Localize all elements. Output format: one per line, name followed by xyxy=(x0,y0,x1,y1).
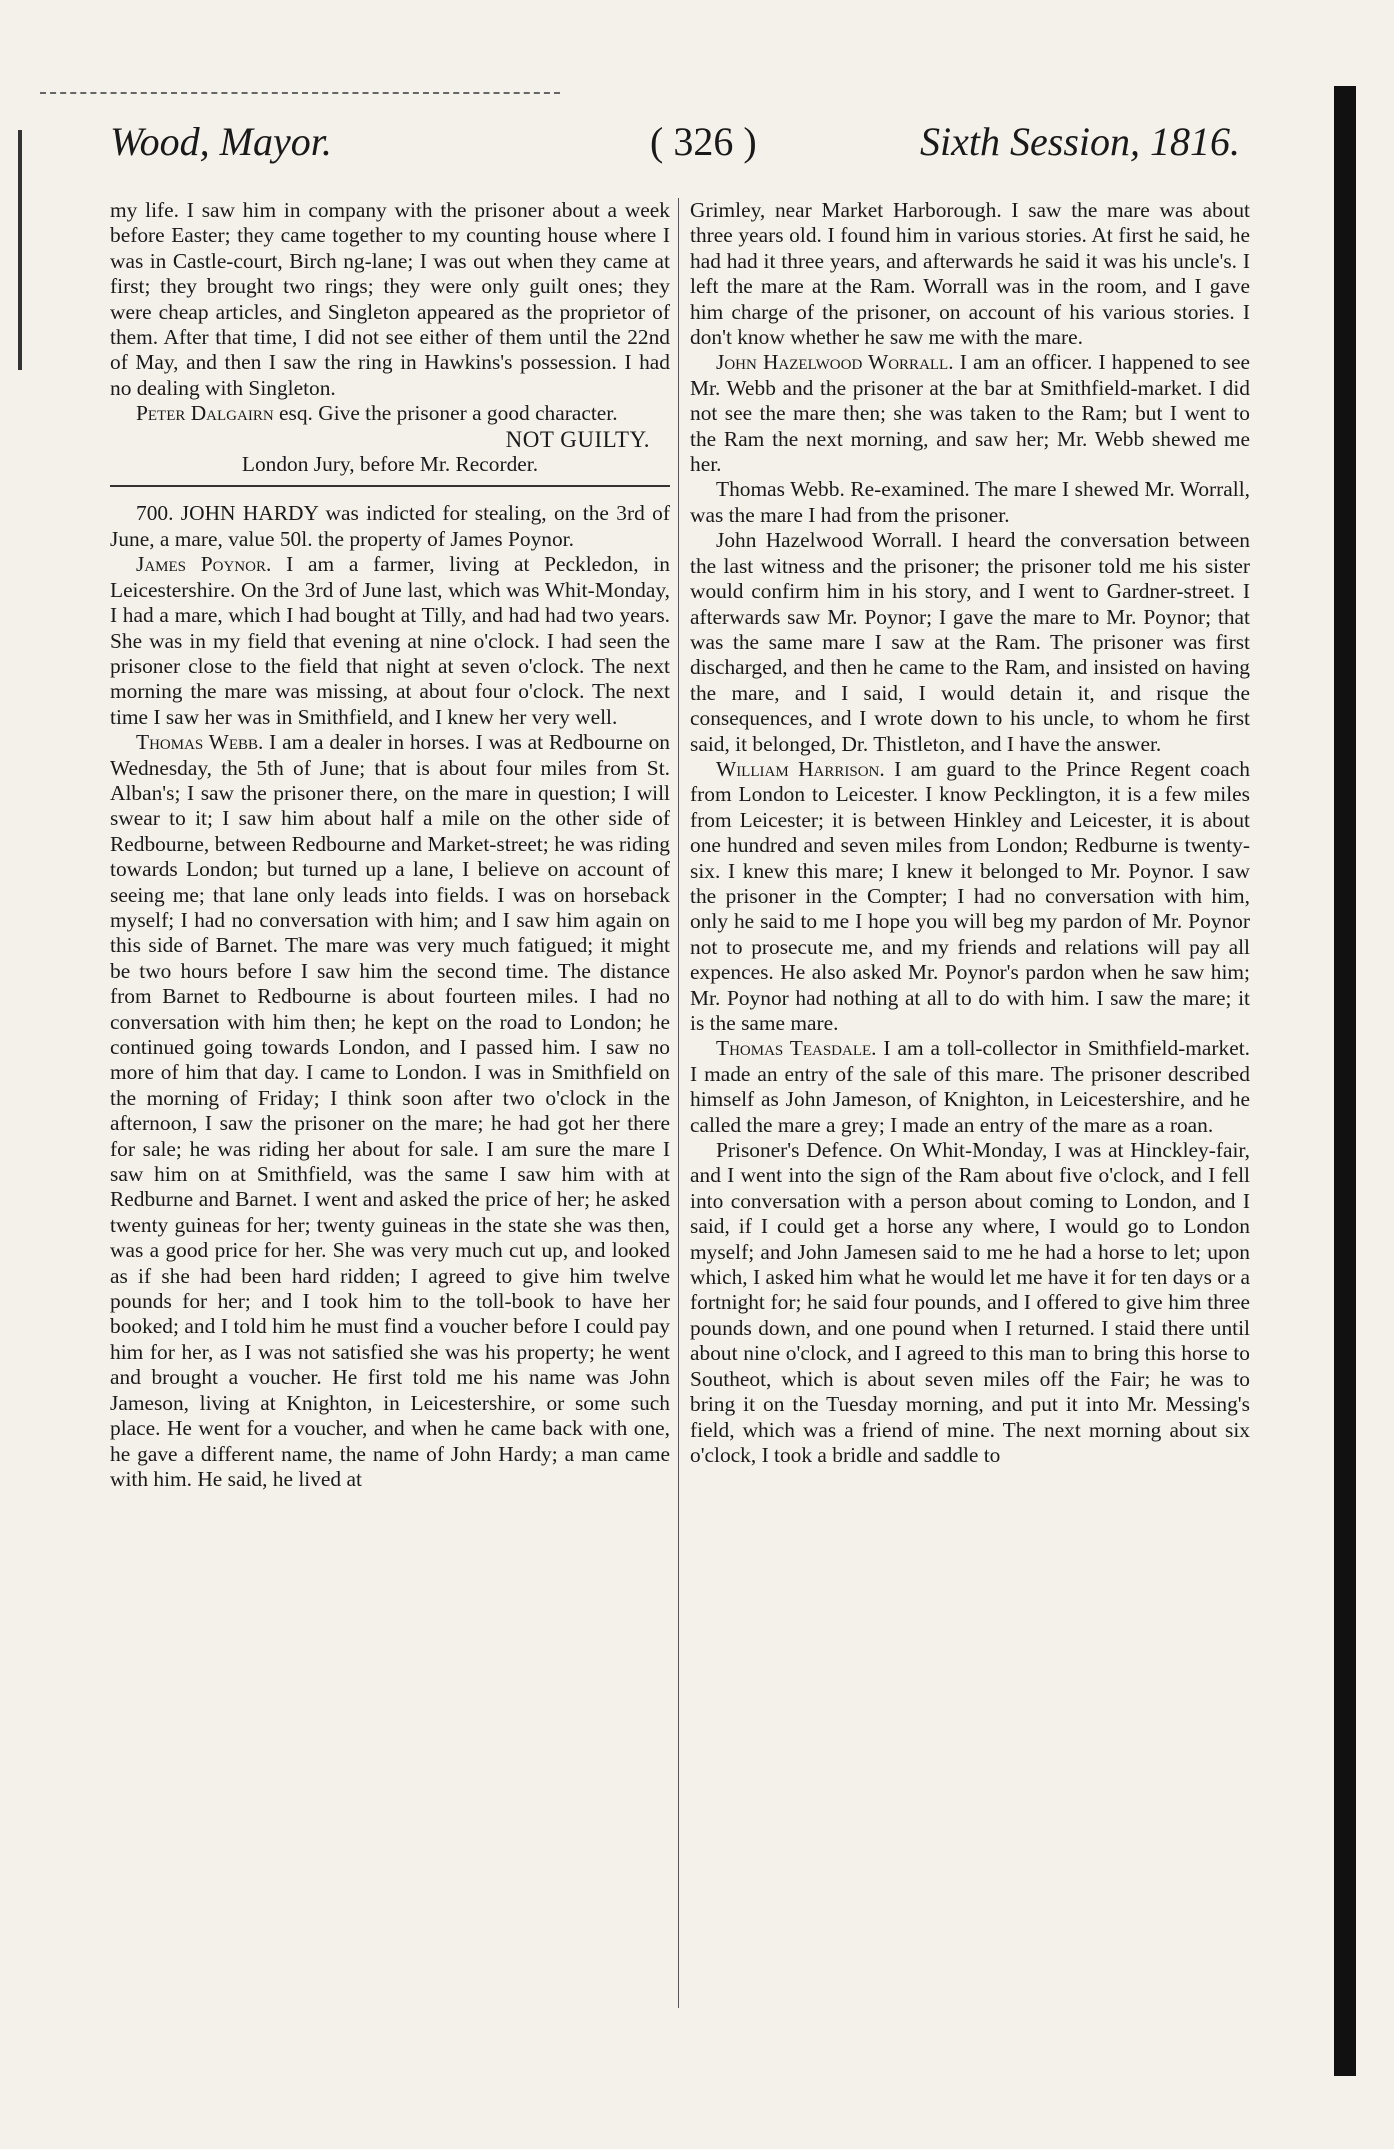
witness-name: Thomas Webb. xyxy=(136,730,264,755)
testimony-text: I am a farmer, living at Peckledon, in Leicestershire. On the 3rd of June last, which was Whit-Monday, I had a mare, which I had bought at Tilly, and had had two years. She was in my field that evening at nine o'clock. I had seen the prisoner close to the field that night at seven o'clock. The next morning the mare was missing, at about four o'clock. The next time I saw her was in Smithfield, and I knew her very well. xyxy=(110,552,670,729)
header-right: Sixth Session, 1816. xyxy=(920,119,1240,164)
page-number: ( 326 ) xyxy=(650,119,757,164)
case-heading: 700. JOHN HARDY was indicted for stealing, on the 3rd of June, a mare, value 50l. the property of James Poynor. xyxy=(110,501,670,551)
paragraph xyxy=(110,730,670,1492)
left-column xyxy=(110,198,670,1492)
paragraph xyxy=(110,552,670,730)
top-rule xyxy=(40,92,560,94)
jury-line: London Jury, before Mr. Recorder. xyxy=(241,452,539,477)
paragraph xyxy=(690,1036,1250,1138)
paragraph xyxy=(110,401,670,426)
header-left: Wood, Mayor. xyxy=(110,119,332,164)
page-edge-bar xyxy=(1334,86,1356,2076)
witness-name: Peter Dalgairn xyxy=(136,401,274,426)
column-divider xyxy=(678,198,679,2008)
binding-edge xyxy=(18,130,22,370)
verdict: NOT GUILTY. xyxy=(505,426,650,452)
testimony-text: I am a toll-collector in Smithfield-market. I made an entry of the sale of this mare. The prisoner described himself as John Jameson, of Knighton, in Leicestershire, and he called the mare a grey; I made an entry of the mare as a roan. xyxy=(690,1036,1250,1137)
running-header xyxy=(110,118,1240,178)
right-column xyxy=(690,198,1250,1468)
testimony-text: I am an officer. I happened to see Mr. Webb and the prisoner at the bar at Smithfield-market. I did not see the mare then; she was taken to the Ram; but I went to the Ram the next morning, and saw her; Mr. Webb shewed me her. xyxy=(690,350,1250,477)
paragraph xyxy=(690,350,1250,477)
testimony-text: I am guard to the Prince Regent coach from London to Leicester. I know Pecklington, it is a few miles from Leicester; it is between Hinkley and Leicester, it is about one hundred and seven miles from London; Redburne is twenty-six. I knew this mare; I knew it belonged to Mr. Poynor. I saw the prisoner in the Compter; I had no conversation with him, only he said to me I hope you will beg my pardon of Mr. Poynor not to prosecute me, and my friends and relations will pay all expences. He also asked Mr. Poynor's pardon when he saw him; Mr. Poynor had nothing at all to do with him. I saw the mare; it is the same mare. xyxy=(690,756,1250,1035)
testimony-text: I am a dealer in horses. I was at Redbourne on Wednesday, the 5th of June; that is about four miles from St. Alban's; I saw the prisoner there, on the mare in question; I will swear to it; I saw him about half a mile on the other side of Redbourne, between Redbourne and Market-street; he was riding towards London; but turned up a lane, I believe on account of seeing me; that lane only leads into fields. I was on horseback myself; I had no conversation with him; and I saw him again on this side of Barnet. The mare was very much fatigued; it might be two hours before I saw him the second time. The distance from Barnet to Redbourne is about fourteen miles. I had no conversation with him then; he kept on the road to London; he continued going towards London, and I passed him. I saw no more of him that day. I came to London. I was in Smithfield on the morning of Friday; I think soon after two o'clock in the afternoon, I saw the prisoner on the mare; he had got her there for sale; he was riding her about for sale. I am sure the mare I saw him on at Smithfield, was the same I saw him with at Redburne and Barnet. I went and asked the price of her; he asked twenty guineas for her; twenty guineas in the state she was then, was a good price for her. She was very much cut up, and looked as if she had been hard ridden; I agreed to give him twelve pounds for her; and I took him to the toll-book to have her booked; and I told him he must find a voucher before I could pay him for her, as I was not satisfied she was his property; he went and brought a voucher. He first told me his name was John Jameson, living at Knighton, in Leicestershire, or some such place. He went for a voucher, and when he came back with one, he gave a different name, the name of John Hardy; a man came with him. He said, he lived at xyxy=(110,730,670,1491)
paragraph: Thomas Webb. Re-examined. The mare I shewed Mr. Worrall, was the mare I had from the prisoner. xyxy=(690,477,1250,527)
witness-name: Thomas Teasdale. xyxy=(716,1036,877,1061)
paragraph: John Hazelwood Worrall. I heard the conversation between the last witness and the prisoner; the prisoner told me his sister would confirm him in his story, and I went to Gardner-street. I afterwards saw Mr. Poynor; I gave the mare to Mr. Poynor; that was the same mare I saw at the Ram. The prisoner was first discharged, and then he came to the Ram, and insisted on having the mare, and I said, I would detain it, and risque the consequences, and I wrote down to his uncle, to whom he first said, it belonged, Dr. Thistleton, and I have the answer. xyxy=(690,528,1250,756)
case-divider xyxy=(110,485,670,487)
paragraph xyxy=(690,757,1250,1036)
testimony-text: esq. Give the prisoner a good character. xyxy=(273,401,618,426)
paragraph: Grimley, near Market Harborough. I saw the mare was about three years old. I found him in various stories. At first he said, he had had it three years, and afterwards he said it was his uncle's. I left the mare at the Ram. Worrall was in the room, and I gave him charge of the prisoner, on account of his various stories. I don't know whether he saw me with the mare. xyxy=(690,198,1250,350)
witness-name: James Poynor. xyxy=(136,552,272,577)
paragraph: Prisoner's Defence. On Whit-Monday, I was at Hinckley-fair, and I went into the sign of the Ram about five o'clock, and I fell into conversation with a person about coming to London, and I said, if I could get a horse any where, I would go to London myself; and John Jamesen said to me he had a horse to let; upon which, I asked him what he would let me have it for ten days or a fortnight for; he said four pounds, and I offered to give him three pounds down, and one pound when I returned. I staid there until about nine o'clock, and I agreed to this man to bring this horse to Southeot, which is about seven miles off the Fair; he was to bring it on the Tuesday morning, and put it into Mr. Messing's field, which was a friend of mine. The next morning about six o'clock, I took a bridle and saddle to xyxy=(690,1138,1250,1467)
paragraph: my life. I saw him in company with the prisoner about a week before Easter; they came together to my counting house where I was in Castle-court, Birch ng-lane; I was out when they came at first; they brought two rings; they were only guilt ones; they were cheap articles, and Singleton appeared as the proprietor of them. After that time, I did not see either of them until the 22nd of May, and then I saw the ring in Hawkins's possession. I had no dealing with Singleton. xyxy=(110,198,670,400)
witness-name: William Harrison. xyxy=(716,756,885,781)
witness-name: John Hazelwood Worrall. xyxy=(716,350,954,375)
